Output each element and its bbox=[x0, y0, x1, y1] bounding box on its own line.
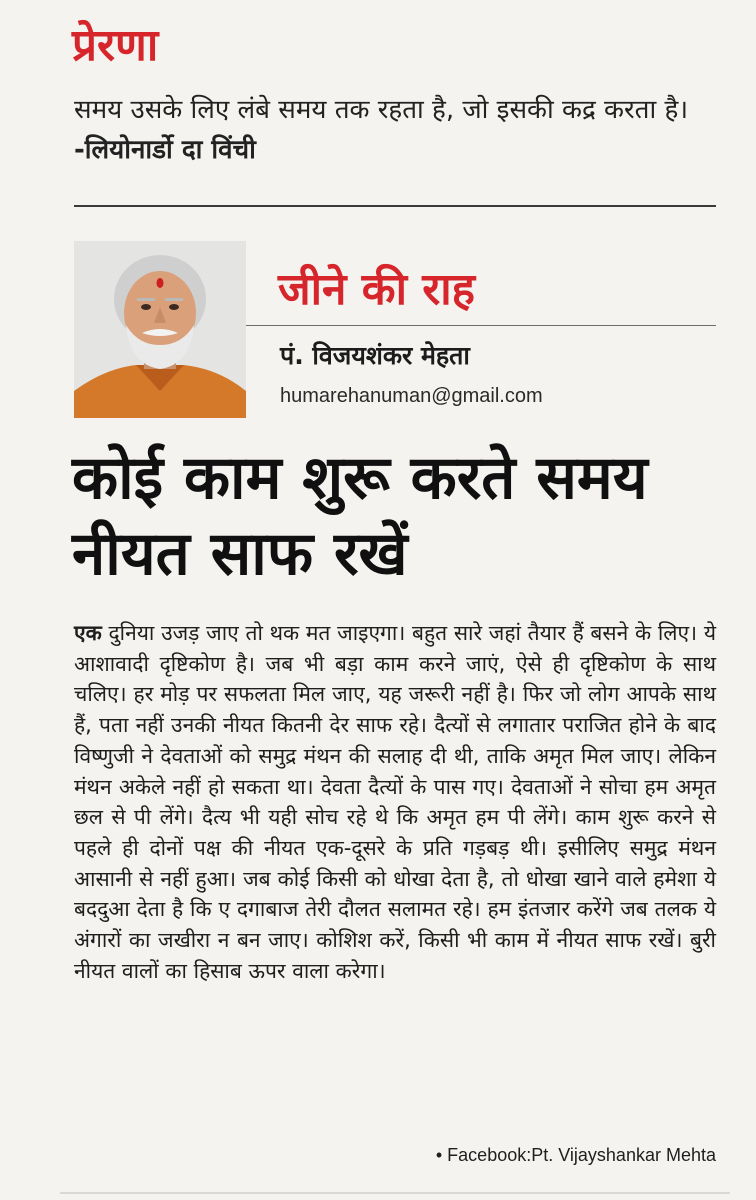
prerna-section-title: प्रेरणा bbox=[72, 20, 159, 71]
article-lead-word: एक bbox=[74, 621, 102, 645]
article-body bbox=[74, 618, 716, 986]
prerna-quote-text: समय उसके लिए लंबे समय तक रहता है, जो इसकी कद्र करता है। bbox=[74, 95, 689, 125]
section-divider bbox=[74, 205, 716, 207]
facebook-credit: • Facebook:Pt. Vijayshankar Mehta bbox=[426, 1143, 716, 1167]
prerna-quote bbox=[74, 90, 714, 170]
author-photo bbox=[74, 241, 246, 418]
column-title: जीने की राह bbox=[278, 264, 476, 315]
prerna-quote-author: -लियोनार्डो दा विंची bbox=[74, 135, 256, 165]
column-divider bbox=[246, 325, 716, 326]
author-name: पं. विजयशंकर मेहता bbox=[280, 341, 470, 370]
author-email: humarehanuman@gmail.com bbox=[280, 385, 543, 407]
article-headline: कोई काम शुरू करते समय नीयत साफ रखें bbox=[72, 443, 648, 589]
page-bottom-edge bbox=[60, 1192, 730, 1194]
article-body-text: दुनिया उजड़ जाए तो थक मत जाइएगा। बहुत सारे जहां तैयार हैं बसने के लिए। ये आशावादी दृष्टिकोण है। जब भी बड़ा काम करने जाएं, ऐसे ही दृष्टिकोण के साथ चलिए। हर मोड़ पर सफलता मिल जाए, यह जरूरी नहीं है। फिर जो लोग आपके साथ हैं, पता नहीं उनकी नीयत कितनी देर साफ रहे। दैत्यों से लगातार पराजित होने के बाद विष्णुजी ने देवताओं को समुद्र मंथन की सलाह दी थी, ताकि अमृत मिल जाए। लेकिन मंथन अकेले नहीं हो सकता था। देवता दैत्यों के पास गए। देवताओं ने सोचा हम अमृत छल से पी लेंगे। दैत्य भी यही सोच रहे थे कि अमृत हम पी लेंगे। काम शुरू करने से पहले ही दोनों पक्ष की नीयत एक-दूसरे के प्रति गड़बड़ थी। इसीलिए समुद्र मंथन आसानी से नहीं हुआ। जब कोई किसी को धोखा देता है, तो धोखा खाने वाले हमेशा ये बददुआ देता है कि ए दगाबाज तेरी दौलत सलामत रहे। हम इंतजार करेंगे जब तलक ये अंगारों का जखीरा न बन जाए। कोशिश करें, किसी भी काम में नीयत साफ रखें। बुरी नीयत वालों का हिसाब ऊपर वाला करेगा। bbox=[74, 621, 716, 983]
